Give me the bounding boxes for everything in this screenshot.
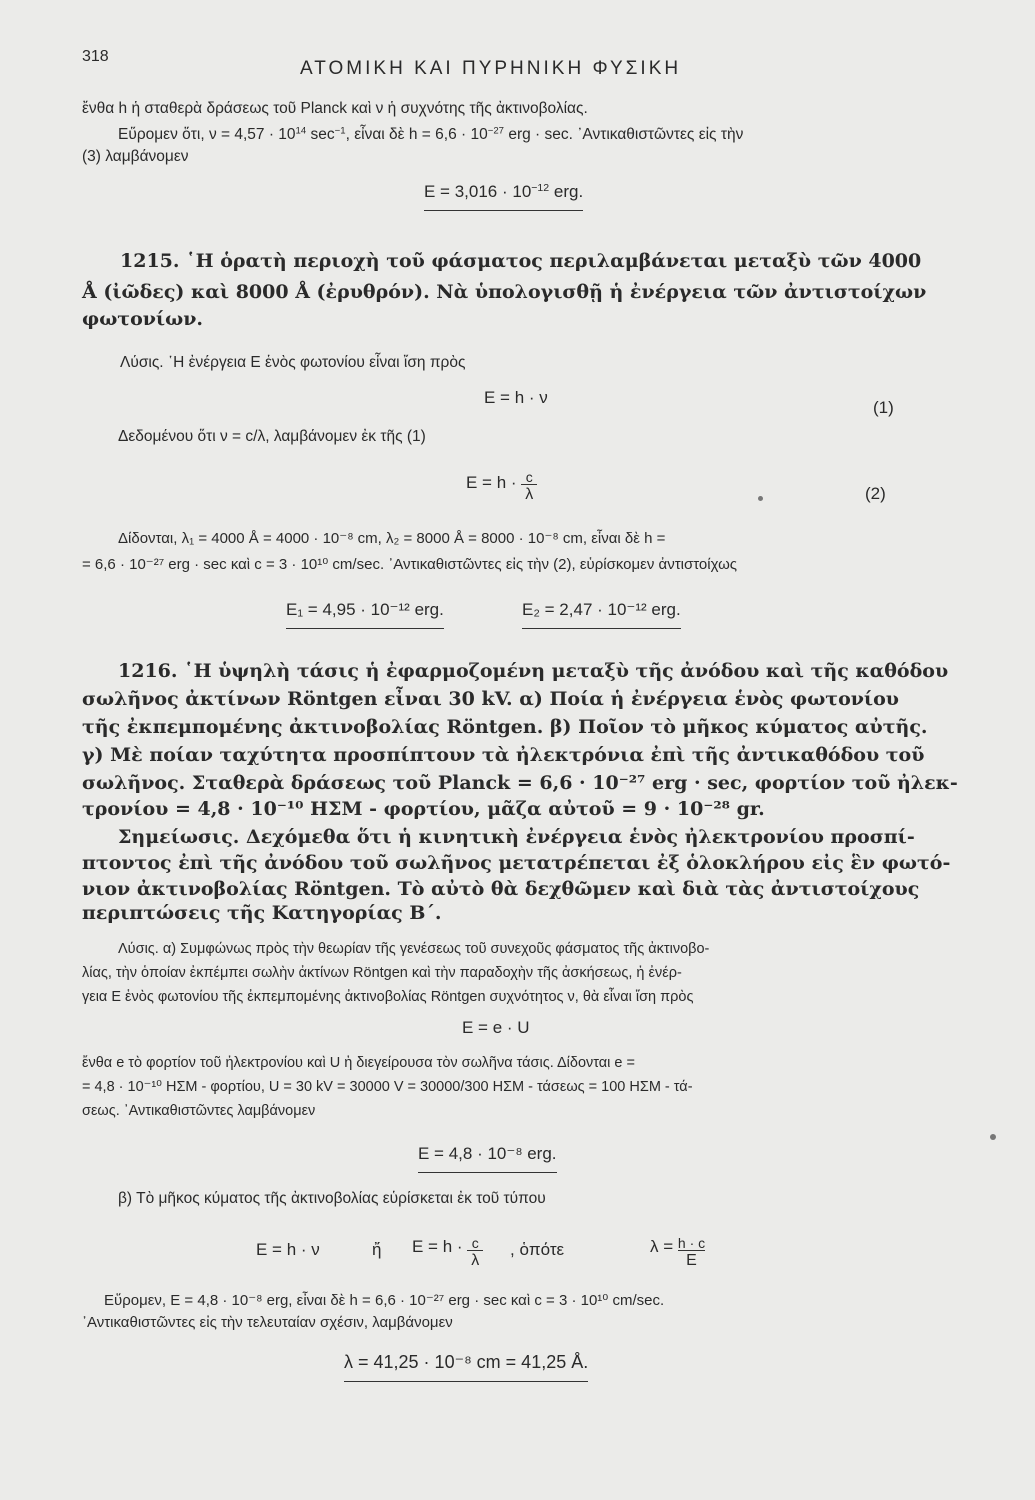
running-title: ΑΤΟΜΙΚΗ ΚΑΙ ΠΥΡΗΝΙΚΗ ΦΥΣΙΚΗ [300, 58, 682, 79]
problem-1216-line-6: τρονίου = 4,8 · 10⁻¹⁰ ΗΣΜ - φορτίου, μᾶζα αὐτοῦ = 9 · 10⁻²⁸ gr. [82, 798, 765, 820]
note-line-1: Σημείωσις. Δεχόμεθα ὅτι ἡ κινητικὴ ἐνέργεια ἑνὸς ἠλεκτρονίου προσπί- [118, 826, 915, 848]
problem-1216-line-5: σωλῆνος. Σταθερὰ δράσεως τοῦ Planck = 6,6 · 10⁻²⁷ erg · sec, φορτίον τοῦ ἠλεκ- [82, 772, 958, 794]
problem-1215-line-1: 1215. ῾Η ὁρατὴ περιοχὴ τοῦ φάσματος περιλαμβάνεται μεταξὺ τῶν 4000 [120, 250, 922, 272]
equation-2: E = h · $\frac{c}{\lambda}$ [466, 466, 537, 501]
intro-result: $E = 3,016 \cdot 10^{-12}$ erg. [424, 182, 583, 211]
intro-line-3: (3) λαμβάνομεν [82, 148, 189, 165]
margin-mark [990, 1134, 996, 1140]
f3-numerator: h · c [677, 1235, 706, 1251]
given-line: Δεδομένου ὅτι ν = c/λ, λαμβάνομεν ἐκ τῆς (1) [118, 428, 426, 445]
formula-E-h-nu: E = h · ν [256, 1240, 320, 1259]
problem-1216-line-3: τῆς ἐκπεμπομένης ἀκτινοβολίας Röntgen. β) Ποῖον τὸ μῆκος κύματος αὐτῆς. [82, 716, 928, 738]
formula-then: , ὁπότε [510, 1240, 565, 1259]
solution-1215: Λύσις. ῾Η ἐνέργεια E ἑνὸς φωτονίου εἶναι ἴση πρὸς [120, 354, 466, 371]
final-result: λ = 41,25 · 10⁻⁸ cm = 41,25 Å. [344, 1352, 588, 1382]
note-line-2: πτοντος ἐπὶ τῆς ἀνόδου τοῦ σωλῆνος μετατρέπεται ἐξ ὁλοκλήρου εἰς ἓν φωτό- [82, 852, 951, 874]
solution-a-line-1: Λύσις. α) Συμφώνως πρὸς τὴν θεωρίαν τῆς γενέσεως τοῦ συνεχοῦς φάσματος τῆς ἀκτινοβο- [118, 941, 710, 957]
page-number: 318 [82, 48, 109, 65]
equation-1: E = h · ν [484, 388, 548, 407]
f3-denominator: E [678, 1250, 705, 1271]
solution-a-line-3: γεια E ἑνὸς φωτονίου τῆς ἐκπεμπομένης ἀκτινοβολίας Röntgen συχνότητος ν, θὰ εἶναι ἴση πρὸς [82, 989, 694, 1005]
problem-1215-line-2: Å (ἰῶδες) καὶ 8000 Å (ἐρυθρόν). Νὰ ὑπολογισθῇ ἡ ἐνέργεια τῶν ἀντιστοίχων [82, 281, 927, 303]
equation-1-number: (1) [873, 398, 894, 417]
explanation-line-3: σεως. ᾽Αντικαθιστῶντες λαμβάνομεν [82, 1103, 316, 1119]
problem-1216-line-1: 1216. ῾Η ὑψηλὴ τάσις ἡ ἐφαρμοζομένη μεταξὺ τῆς ἀνόδου καὶ τῆς καθόδου [118, 660, 949, 682]
found-line-2: ᾽Αντικαθιστῶντες εἰς τὴν τελευταίαν σχέσιν, λαμβάνομεν [82, 1314, 453, 1331]
formula-lambda: λ = $\frac{h \cdot c}{E}$ [650, 1235, 706, 1269]
equation-eU: E = e · U [462, 1018, 530, 1037]
explanation-line-1: ἔνθα e τὸ φορτίον τοῦ ἠλεκτρονίου καὶ U ἡ διεγείρουσα τὸν σωλῆνα τάσις. Δίδονται e = [82, 1055, 635, 1071]
equation-2-number: (2) [865, 484, 886, 503]
solution-a-line-2: λίας, τὴν ὁποίαν ἐκπέμπει σωλὴν ἀκτίνων Röntgen καὶ τὴν παραδοχὴν τῆς ἀσκήσεως, ἡ ἐνέρ- [82, 965, 682, 981]
solution-b: β) Τὸ μῆκος κύματος τῆς ἀκτινοβολίας εὑρίσκεται ἐκ τοῦ τύπου [118, 1190, 546, 1207]
f2-numerator: c [471, 1235, 479, 1251]
formula-or: ἤ [372, 1240, 382, 1259]
separator-dot [758, 496, 763, 501]
problem-1216-line-4: γ) Μὲ ποίαν ταχύτητα προσπίπτουν τὰ ἠλεκτρόνια ἐπὶ τῆς ἀντικαθόδου τοῦ [82, 744, 925, 766]
found-line-1: Εὕρομεν, E = 4,8 · 10⁻⁸ erg, εἶναι δὲ h = 6,6 · 10⁻²⁷ erg · sec καὶ c = 3 · 10¹⁰ cm/sec. [104, 1292, 665, 1309]
problem-1215-line-3: φωτονίων. [82, 308, 204, 330]
intro-line-2: Εὕρομεν ὅτι, $\nu = 4,57 \cdot 10^{14}$ $\sec^{-1}$, εἶναι δὲ $h = 6,6 \cdot 10^{-27}$ erg · sec. ᾽Αντικαθιστῶντες εἰς τὴν [118, 125, 744, 143]
eq2-denominator: λ [521, 484, 537, 505]
result-E2: E₂ = 2,47 · 10⁻¹² erg. [522, 600, 681, 629]
note-line-3: νιον ἀκτινοβολίας Röntgen. Τὸ αὐτὸ θὰ δεχθῶμεν καὶ διὰ τὰς ἀντιστοίχους [82, 878, 920, 900]
explanation-line-2: = 4,8 · 10⁻¹⁰ ΗΣΜ - φορτίου, U = 30 kV = 30000 V = 30000/300 ΗΣΜ - τάσεως = 100 ΗΣΜ - τά- [82, 1079, 693, 1095]
f2-denominator: λ [467, 1250, 483, 1271]
note-line-4: περιπτώσεις τῆς Κατηγορίας Β΄. [82, 902, 442, 924]
result-E: E = 4,8 · 10⁻⁸ erg. [418, 1144, 557, 1173]
result-E1: E₁ = 4,95 · 10⁻¹² erg. [286, 600, 444, 629]
data-line-1: Δίδονται, λ₁ = 4000 Å = 4000 · 10⁻⁸ cm, λ₂ = 8000 Å = 8000 · 10⁻⁸ cm, εἶναι δὲ h = [118, 530, 666, 547]
formula-E-h-c-lambda: E = h · $\frac{c}{\lambda}$ [412, 1230, 483, 1265]
data-line-2: = 6,6 · 10⁻²⁷ erg · sec καὶ c = 3 · 10¹⁰ cm/sec. ᾽Αντικαθιστῶντες εἰς τὴν (2), εὑρίσκομεν ἀντιστοίχως [82, 556, 738, 573]
eq2-numerator: c [525, 469, 533, 485]
problem-1216-line-2: σωλῆνος ἀκτίνων Röntgen εἶναι 30 kV. α) Ποία ἡ ἐνέργεια ἑνὸς φωτονίου [82, 688, 899, 710]
intro-line-1: ἔνθα h ἡ σταθερὰ δράσεως τοῦ Planck καὶ ν ἡ συχνότης τῆς ἀκτινοβολίας. [82, 100, 588, 117]
